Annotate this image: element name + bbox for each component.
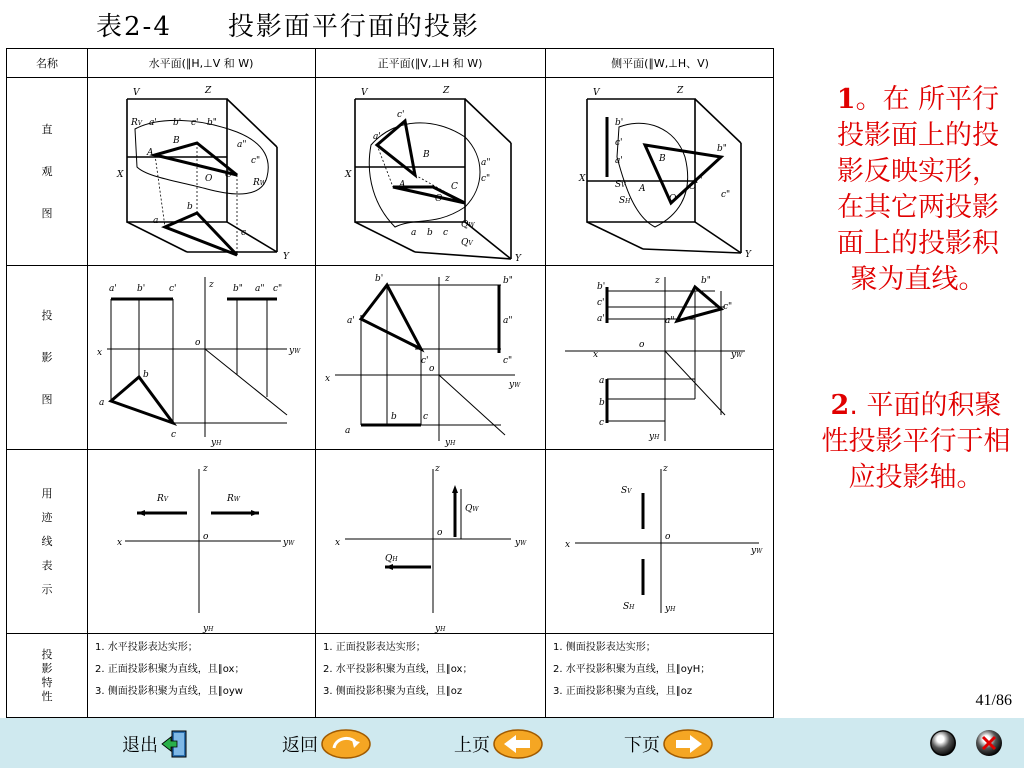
- svg-text:b: b: [391, 412, 397, 422]
- svg-text:Y: Y: [283, 252, 289, 262]
- svg-text:c": c": [723, 302, 733, 312]
- svg-text:c': c': [597, 298, 605, 308]
- svg-text:a": a": [237, 140, 247, 150]
- svg-text:b": b": [701, 276, 711, 286]
- svg-text:o: o: [437, 528, 443, 538]
- left-arrow-icon: [492, 728, 544, 760]
- svg-text:RV: RV: [157, 494, 169, 504]
- svg-text:QW: QW: [465, 504, 479, 514]
- svg-text:b': b': [597, 282, 606, 292]
- svg-text:RW: RW: [253, 178, 266, 188]
- label-char: 表: [41, 559, 53, 572]
- projection-table: [6, 48, 774, 718]
- svg-text:Y: Y: [745, 250, 751, 260]
- svg-text:z: z: [445, 274, 450, 284]
- svg-text:yH: yH: [445, 438, 456, 448]
- svg-text:o: o: [195, 338, 201, 348]
- row-label-pictorial: [7, 77, 87, 265]
- svg-text:V: V: [133, 88, 140, 98]
- svg-text:x: x: [97, 348, 103, 358]
- pictorial-profile-plane: [545, 77, 775, 265]
- svg-text:c': c': [397, 110, 405, 120]
- svg-text:yW: yW: [283, 538, 295, 548]
- svg-text:RW: RW: [227, 494, 240, 504]
- record-button[interactable]: [930, 730, 956, 756]
- header-name: 名称: [36, 57, 58, 70]
- svg-text:z: z: [663, 464, 668, 474]
- svg-text:c': c': [191, 118, 199, 128]
- svg-text:c": c": [273, 284, 283, 294]
- note-2-text: . 平面的积聚性投影平行于相应投影轴。: [821, 390, 1011, 493]
- svg-text:a": a": [665, 316, 675, 326]
- pictorial-horizontal-plane: [87, 77, 315, 265]
- svg-text:a": a": [503, 316, 513, 326]
- svg-text:A: A: [639, 184, 646, 194]
- property-line: 1. 侧面投影表达实形；: [553, 642, 656, 653]
- property-line: 1. 正面投影表达实形；: [323, 642, 426, 653]
- label-char: 影: [41, 351, 53, 364]
- label-char: 线: [41, 535, 53, 548]
- svg-text:c": c": [251, 156, 261, 166]
- svg-text:b": b": [717, 144, 727, 154]
- svg-text:b": b": [207, 118, 217, 128]
- svg-text:a: a: [599, 376, 605, 386]
- svg-text:a': a': [347, 316, 355, 326]
- label-char: 特: [41, 676, 53, 689]
- svg-text:Y: Y: [515, 254, 521, 264]
- svg-text:b': b': [615, 118, 624, 128]
- svg-text:yW: yW: [509, 380, 521, 390]
- svg-text:a: a: [345, 426, 351, 436]
- property-line: 2. 水平投影积聚为直线，且∥ox；: [323, 664, 473, 675]
- label-char: 直: [41, 123, 53, 136]
- svg-text:c: c: [171, 430, 177, 440]
- property-line: 3. 侧面投影积聚为直线，且∥oz: [323, 686, 463, 697]
- trace-profile-plane: [545, 449, 775, 633]
- exit-door-icon: [160, 729, 190, 759]
- svg-text:x: x: [593, 350, 599, 360]
- svg-text:c": c": [721, 190, 731, 200]
- svg-text:a': a': [373, 132, 381, 142]
- svg-text:yH: yH: [211, 438, 222, 448]
- note-1-text: 。在 所平行投影面上的投影反映实形，在其它两投影面上的投影积聚为直线。: [837, 84, 1000, 295]
- svg-text:V: V: [593, 88, 600, 98]
- row-label-trace: [7, 449, 87, 633]
- previous-page-button[interactable]: [454, 728, 544, 760]
- header-frontal-plane: 正平面(∥V,⊥H 和 W): [377, 57, 483, 70]
- svg-text:A: A: [399, 180, 406, 190]
- label-char: 投: [41, 648, 53, 661]
- next-page-button[interactable]: [624, 728, 714, 760]
- svg-text:a': a': [597, 314, 605, 324]
- label-char: 性: [41, 690, 53, 703]
- svg-text:B: B: [173, 136, 180, 146]
- svg-text:B: B: [423, 150, 430, 160]
- label-char: 投: [41, 309, 53, 322]
- svg-text:x: x: [335, 538, 341, 548]
- note-2-number: 2: [830, 390, 850, 421]
- svg-text:c: c: [241, 228, 247, 238]
- property-line: 2. 水平投影积聚为直线，且∥oyH；: [553, 664, 711, 675]
- svg-text:a': a': [109, 284, 117, 294]
- svg-text:x: x: [117, 538, 123, 548]
- svg-text:QH: QH: [385, 554, 398, 564]
- svg-text:B: B: [659, 154, 666, 164]
- page-number: 41/86: [975, 692, 1012, 709]
- property-line: 2. 正面投影积聚为直线，且∥ox；: [95, 664, 245, 675]
- svg-text:a": a": [693, 176, 703, 186]
- svg-text:QW: QW: [461, 220, 475, 230]
- record-icon: [930, 730, 956, 756]
- svg-text:a': a': [615, 156, 623, 166]
- previous-label: 上页: [454, 735, 490, 756]
- svg-text:c': c': [169, 284, 177, 294]
- svg-text:o: o: [639, 340, 645, 350]
- svg-text:a: a: [411, 228, 417, 238]
- svg-text:c': c': [421, 356, 429, 366]
- svg-text:SV: SV: [615, 180, 626, 190]
- label-char: 用: [41, 487, 53, 500]
- close-icon: [976, 730, 1002, 756]
- svg-text:x: x: [565, 540, 571, 550]
- trace-horizontal-plane: [87, 449, 315, 633]
- note-1-number: 1: [836, 84, 856, 115]
- svg-text:C: C: [689, 182, 696, 192]
- header-profile-plane: 侧平面(∥W,⊥H、V): [611, 57, 709, 70]
- svg-text:yH: yH: [435, 624, 446, 633]
- label-char: 迹: [41, 511, 53, 524]
- svg-text:X: X: [345, 170, 352, 180]
- property-line: 1. 水平投影表达实形；: [95, 642, 198, 653]
- svg-text:a": a": [481, 158, 491, 168]
- back-label: 返回: [282, 735, 318, 756]
- svg-text:b": b": [233, 284, 243, 294]
- svg-text:SV: SV: [621, 486, 632, 496]
- property-line: 3. 正面投影积聚为直线，且∥oz: [553, 686, 693, 697]
- svg-text:c: c: [443, 228, 449, 238]
- label-char: 图: [41, 207, 53, 220]
- trace-frontal-plane: [315, 449, 545, 633]
- svg-text:z: z: [203, 464, 208, 474]
- svg-text:b: b: [427, 228, 433, 238]
- label-char: 示: [41, 583, 53, 596]
- property-line: 3. 侧面投影积聚为直线，且∥oyw: [95, 686, 243, 697]
- svg-text:o: o: [203, 532, 209, 542]
- svg-text:C: C: [451, 182, 458, 192]
- svg-text:yW: yW: [515, 538, 527, 548]
- svg-text:a': a': [149, 118, 157, 128]
- svg-text:Z: Z: [443, 86, 450, 96]
- return-arrow-icon: [320, 728, 372, 760]
- svg-text:SH: SH: [623, 602, 635, 612]
- svg-text:C: C: [225, 170, 232, 180]
- projection-frontal-plane: [315, 265, 545, 449]
- properties-horizontal-plane: [95, 637, 244, 703]
- svg-text:a: a: [99, 398, 105, 408]
- svg-text:RV: RV: [131, 118, 143, 128]
- svg-text:a": a": [255, 284, 265, 294]
- svg-text:b": b": [503, 276, 513, 286]
- properties-frontal-plane: [323, 637, 472, 703]
- svg-text:X: X: [579, 174, 586, 184]
- svg-text:yW: yW: [731, 350, 743, 360]
- label-char: 影: [41, 662, 53, 675]
- svg-text:b: b: [599, 398, 605, 408]
- svg-text:a: a: [153, 216, 159, 226]
- label-char: 观: [41, 165, 53, 178]
- note-2: [820, 388, 1012, 496]
- svg-text:z: z: [435, 464, 440, 474]
- svg-text:c': c': [615, 138, 623, 148]
- svg-text:c": c": [503, 356, 513, 366]
- svg-text:yH: yH: [203, 624, 214, 633]
- svg-text:o: o: [429, 364, 435, 374]
- next-label: 下页: [624, 735, 660, 756]
- svg-text:x: x: [325, 374, 331, 384]
- svg-text:b': b': [173, 118, 182, 128]
- svg-text:yH: yH: [665, 604, 676, 614]
- svg-text:Z: Z: [205, 86, 212, 96]
- row-label-property: [7, 633, 87, 719]
- projection-horizontal-plane: [87, 265, 315, 449]
- svg-text:A: A: [147, 148, 154, 158]
- header-horizontal-plane: 水平面(∥H,⊥V 和 W): [148, 57, 254, 70]
- page-title: 表2-4 投影面平行面的投影: [96, 12, 480, 42]
- svg-text:b': b': [375, 274, 384, 284]
- grid-line: [7, 633, 773, 634]
- svg-text:b: b: [143, 370, 149, 380]
- close-button[interactable]: [976, 730, 1002, 756]
- svg-text:yH: yH: [649, 432, 660, 442]
- svg-text:c: c: [599, 418, 605, 428]
- right-arrow-icon: [662, 728, 714, 760]
- svg-text:O: O: [435, 194, 443, 204]
- svg-text:QV: QV: [461, 238, 473, 248]
- svg-text:o: o: [665, 532, 671, 542]
- exit-button[interactable]: [122, 728, 190, 760]
- navigation-bar: [0, 718, 1024, 768]
- exit-label: 退出: [122, 735, 158, 756]
- projection-profile-plane: [545, 265, 775, 449]
- label-char: 图: [41, 393, 53, 406]
- svg-text:z: z: [209, 280, 214, 290]
- svg-text:O: O: [669, 194, 677, 204]
- svg-text:c": c": [481, 174, 491, 184]
- svg-text:yW: yW: [289, 346, 301, 356]
- svg-text:X: X: [117, 170, 124, 180]
- svg-text:z: z: [655, 276, 660, 286]
- note-1: [828, 82, 1008, 298]
- pictorial-frontal-plane: [315, 77, 545, 265]
- svg-text:yW: yW: [751, 546, 763, 556]
- row-label-projection: [7, 265, 87, 449]
- back-button[interactable]: [282, 728, 372, 760]
- svg-text:c: c: [423, 412, 429, 422]
- svg-text:b: b: [187, 202, 193, 212]
- svg-text:Z: Z: [677, 86, 684, 96]
- svg-text:b': b': [137, 284, 146, 294]
- svg-text:O: O: [205, 174, 213, 184]
- properties-profile-plane: [553, 637, 710, 703]
- svg-text:V: V: [361, 88, 368, 98]
- svg-text:SH: SH: [619, 196, 631, 206]
